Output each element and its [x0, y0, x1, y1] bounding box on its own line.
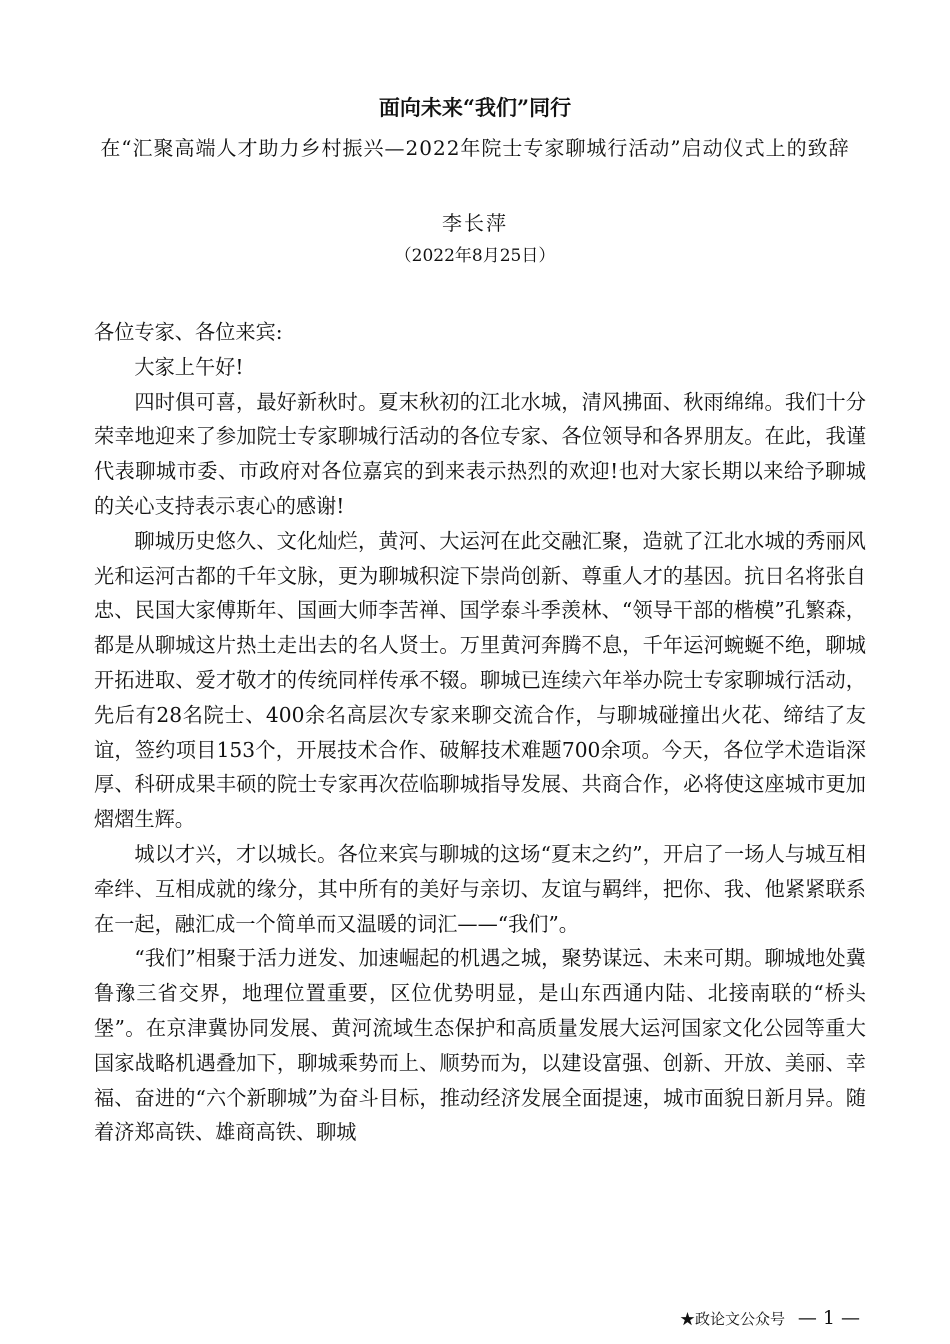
paragraph-opportunity: “我们”相聚于活力迸发、加速崛起的机遇之城，聚势谋远、未来可期。聊城地处冀鲁豫三省交界，地理位置重要，区位优势明显，是山东西通内陆、北接南联的“桥头堡”。在京津冀协同发展、黄河流域生态保护和高质量发展大运河国家文化公园等重大国家战略机遇叠加下，聊城乘势而上、顺势而为，以建设富强、创新、开放、美丽、幸福、奋进的“六个新聊城”为奋斗目标，推动经济发展全面提速，城市面貌日新月异。随着济郑高铁、雄商高铁、聊城 — [94, 946, 866, 1145]
page-number: — 1 — — [797, 1307, 860, 1329]
paragraph-welcome: 四时俱可喜，最好新秋时。夏末秋初的江北水城，清风拂面、秋雨绵绵。我们十分荣幸地迎来了参加院士专家聊城行活动的各位专家、各位领导和各界朋友。在此，我谨代表聊城市委、市政府对各位嘉宾的到来表示热烈的欢迎!也对大家长期以来给予聊城的关心支持表示衷心的感谢! — [94, 389, 866, 518]
paragraph-greeting: 大家上午好! — [134, 354, 244, 379]
speech-date: （2022年8月25日） — [394, 246, 556, 266]
paragraph-history: 聊城历史悠久、文化灿烂，黄河、大运河在此交融汇聚，造就了江北水城的秀丽风光和运河古都的千年文脉，更为聊城积淀下崇尚创新、尊重人才的基因。抗日名将张自忠、民国大家傅斯年、国画大师李苦禅、国学泰斗季羡林、“领导干部的楷模”孔繁森，都是从聊城这片热土走出去的名人贤士。万里黄河奔腾不息，千年运河蜿蜒不绝，聊城开拓进取、爱才敬才的传统同样传承不辍。聊城已连续六年举办院士专家聊城行活动，先后有28名院士、400余名高层次专家来聊交流合作，与聊城碰撞出火花、缔结了友谊，签约项目153个，开展技术合作、破解技术难题700余项。今天，各位学术造诣深厚、科研成果丰硕的院士专家再次莅临聊城指导发展、共商合作，必将使这座城市更加熠熠生辉。 — [94, 528, 866, 832]
document-subtitle: 在“汇聚高端人才助力乡村振兴—2022年院士专家聊城行活动”启动仪式上的致辞 — [100, 136, 850, 160]
paragraph-talent: 城以才兴，才以城长。各位来宾与聊城的这场“夏末之约”，开启了一场人与城互相牵绊、互相成就的缘分，其中所有的美好与亲切、友谊与羁绊，把你、我、他紧紧联系在一起，融汇成一个简单而又温暖的词汇——“我们”。 — [94, 841, 866, 936]
author-name: 李长萍 — [442, 211, 508, 235]
speech-body — [94, 315, 866, 1150]
page-footer — [560, 1306, 860, 1331]
footer-source: ★政论文公众号 — [680, 1310, 786, 1328]
salutation: 各位专家、各位来宾: — [94, 320, 283, 344]
document-title: 面向未来“我们”同行 — [378, 95, 572, 120]
